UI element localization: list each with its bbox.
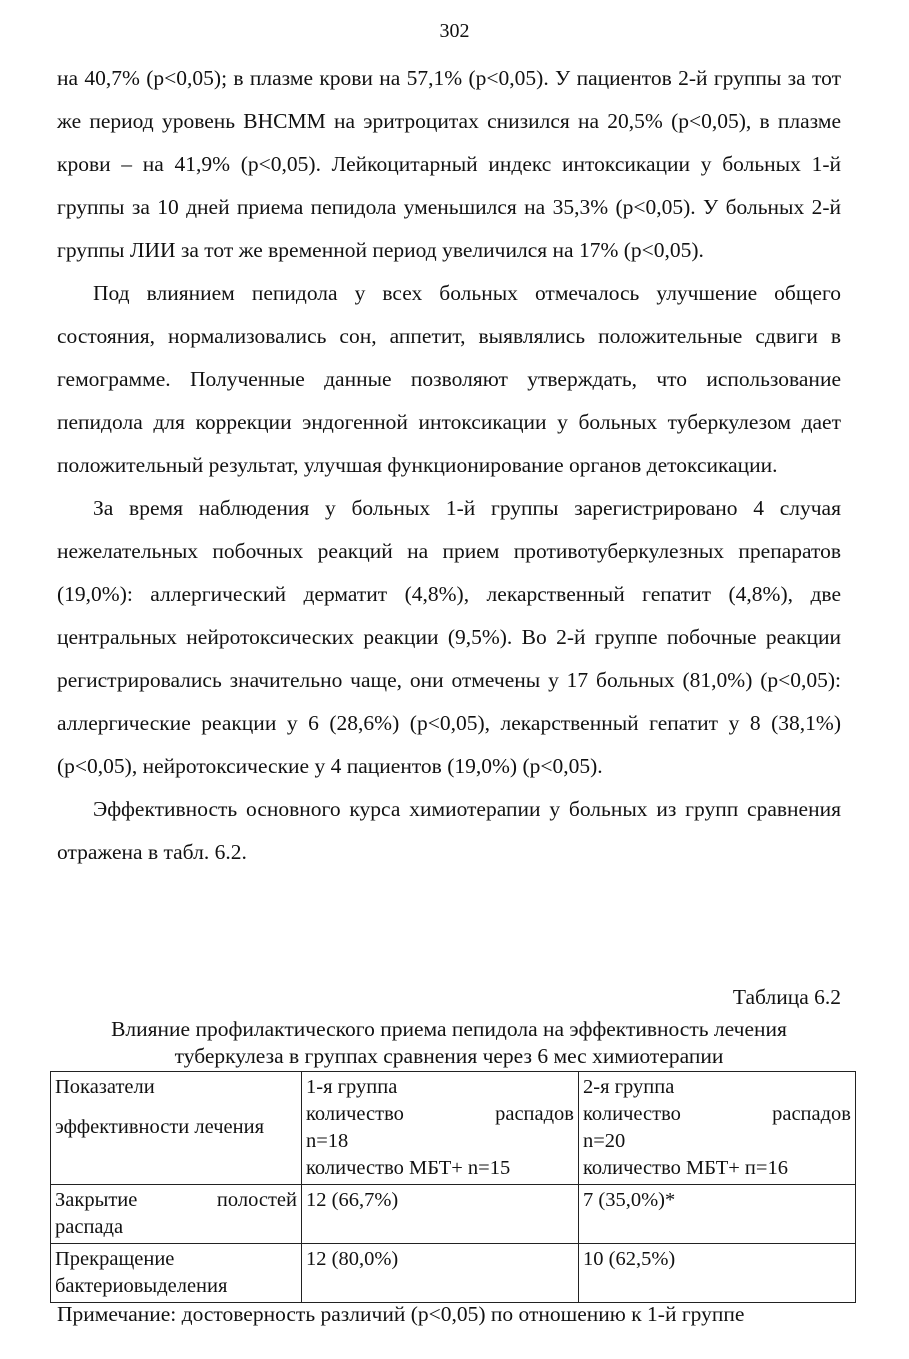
header-group-2-cavities (583, 1101, 851, 1128)
table-label: Таблица 6.2 (732, 985, 841, 1009)
header-cell-indicator (51, 1072, 302, 1185)
table-row (51, 1244, 856, 1303)
paragraph-2: Под влиянием пепидола у всех больных отмечалось улучшение общего состояния, нормализовались сон, аппетит, выявлялись положительные сдвиги в гемограмме. Полученные данные позволяют утверждать, что использование пепидола для коррекции эндогенной интоксикации у больных туберкулезом дает положительный результат, улучшая функционирование органов детоксикации. (57, 281, 841, 477)
header-indicator-line-2: эффективности лечения (55, 1116, 265, 1138)
row-1-label-b: полостей (216, 1189, 297, 1211)
paragraph-4: Эффективность основного курса химиотерапии у больных из групп сравнения отражена в табл. 6.2. (57, 797, 841, 864)
header-cell-group-1 (302, 1072, 579, 1185)
header-group-1-mbt: количество МБТ+ n=15 (306, 1157, 511, 1179)
body-text (57, 57, 841, 874)
row-2-group-1-value: 12 (80,0%) (302, 1244, 579, 1303)
header-group-2-cavities-word: распадов (772, 1103, 851, 1125)
header-group-2-title: 2-я группа (583, 1076, 675, 1098)
header-group-1-cavities-word: распадов (495, 1103, 574, 1125)
table-caption: Влияние профилактического приема пепидола на эффективность лечения туберкулеза в группах сравнения через 6 мес химиотерапии (111, 1017, 787, 1068)
row-1-group-1-value: 12 (66,7%) (302, 1185, 579, 1244)
table-note: Примечание: достоверность различий (р<0,05) по отношению к 1-й группе (57, 1302, 745, 1326)
paragraph-3: За время наблюдения у больных 1-й группы зарегистрировано 4 случая нежелательных побочных реакций на прием противотуберкулезных препаратов (19,0%): аллергический дерматит (4,8%), лекарственный гепатит (4,8%), две центральных нейротоксических реакции (9,5%). Во 2-й группе побочные реакции регистрировались значительно чаще, они отмечены у 17 больных (81,0%) (р<0,05): аллергические реакции у 6 (28,6%) (р<0,05), лекарственный гепатит у 8 (38,1%) (р<0,05), нейротоксические у 4 пациентов (19,0%) (р<0,05). (57, 496, 841, 778)
page-number: 302 (439, 20, 470, 42)
header-indicator-line-1: Показатели (55, 1076, 155, 1098)
row-2-group-2-value: 10 (62,5%) (579, 1244, 856, 1303)
header-group-1-title: 1-я группа (306, 1076, 398, 1098)
header-group-2-n: n=20 (583, 1130, 626, 1152)
row-2-label-c: бактериовыделения (55, 1275, 228, 1297)
row-1-label-c: распада (55, 1216, 124, 1238)
header-group-2-count-word: количество (583, 1103, 681, 1125)
results-table (50, 1071, 856, 1303)
row-1-group-2-value: 7 (35,0%)* (579, 1185, 856, 1244)
header-group-1-cavities (306, 1101, 574, 1128)
header-group-1-n: n=18 (306, 1130, 349, 1152)
table-header-row (51, 1072, 856, 1185)
row-1-label (51, 1185, 302, 1244)
header-group-1-count-word: количество (306, 1103, 404, 1125)
row-1-label-line-1 (55, 1187, 297, 1214)
table-row (51, 1185, 856, 1244)
header-cell-group-2 (579, 1072, 856, 1185)
row-2-label-a: Прекращение (55, 1248, 175, 1270)
row-2-label (51, 1244, 302, 1303)
header-group-2-mbt: количество МБТ+ п=16 (583, 1157, 788, 1179)
row-1-label-a: Закрытие (55, 1189, 138, 1211)
paragraph-1: на 40,7% (р<0,05); в плазме крови на 57,1% (р<0,05). У пациентов 2-й группы за тот же период уровень ВНСММ на эритроцитах снизился на 20,5% (р<0,05), в плазме крови – на 41,9% (р<0,05). Лейкоцитарный индекс интоксикации у больных 1-й группы за 10 дней приема пепидола уменьшился на 35,3% (р<0,05). У больных 2-й группы ЛИИ за тот же временной период увеличился на 17% (р<0,05). (57, 66, 841, 262)
